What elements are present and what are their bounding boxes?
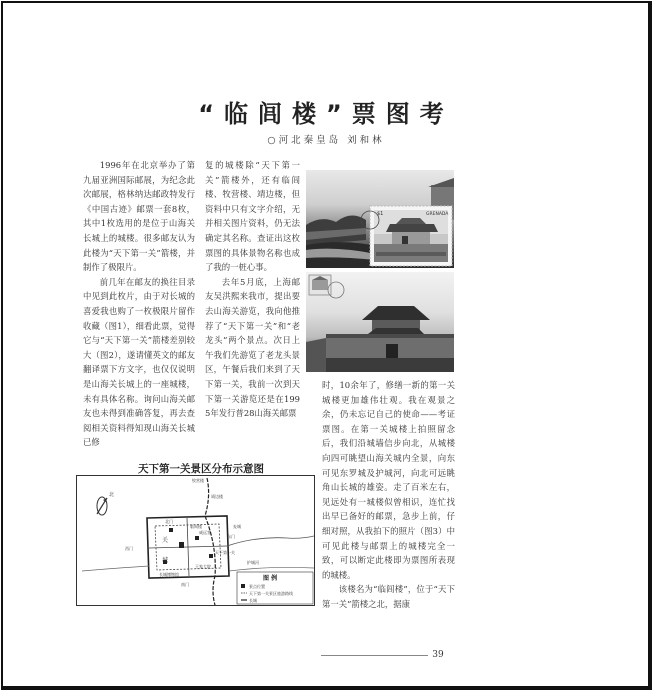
map-label: 威远堂 [199, 530, 211, 535]
map-label: 西门 [125, 546, 133, 551]
maximum-card-photo [306, 170, 454, 268]
paragraph: 该楼名为“临闾楼”，位于“天下第一关”箭楼之北，据康 [322, 584, 455, 609]
map-label: 东门 [227, 534, 235, 539]
inset-stamp [309, 275, 331, 295]
paragraph: 复的城楼除“天下第一关”箭楼外，还有临闾楼、牧营楼、靖边楼，但资料中只有文字介绍，无并相关图片资料，仍无法确定其名称。查证出这枚票图的具体景物名称也成了我的一桩心事。 [205, 160, 300, 273]
map-legend [237, 572, 313, 604]
text-column-1 [83, 158, 195, 450]
map-title: 天下第一关景区分布示意图 [138, 463, 264, 475]
legend-item: 天下第一关景区旅游路线 [249, 591, 293, 596]
paragraph: 前几年在邮友的换往目录中见到此枚片，由于对长城的喜爱我也购了一枚极限片留作收藏（图1），细看此票，觉得它与“天下第一关”箭楼差别较大（图2），遂请懂英文的邮友翻译票下方文字，也仅仅说明是山海关长城上的一座城楼，未有具体名称。询问山海关邮友也未得到准确答复，再去查阅相关资料得知现山海关长城已修 [83, 276, 195, 448]
paragraph: 1996年在北京举办了第九届亚洲国际邮展，为纪念此次邮展，格林纳达邮政特发行《中国古迹》邮票一套8枚，其中1枚选用的是位于山海关长城上的城楼。很多邮友认为此楼为“天下第一关”箭楼，并制作了极限片。 [83, 160, 195, 273]
map-label: 靖边楼 [211, 494, 223, 499]
north-arrow-icon [97, 491, 114, 515]
page-number: 39 [432, 650, 444, 660]
article-title: “临闾楼”票图考 [198, 100, 454, 128]
map-label: 牧营楼 [192, 478, 204, 483]
map-label: 瓮城 [233, 524, 241, 529]
stamp-country: GRENADA [426, 212, 449, 217]
map-label: 长城博物馆 [159, 572, 179, 577]
tower-photo [306, 272, 454, 372]
map-label: 护城河 [247, 560, 259, 565]
tower-scene [306, 272, 454, 372]
map-label: 王家大院 [195, 564, 211, 569]
text-column-3 [322, 378, 455, 612]
legend-item: 景点位置 [249, 584, 265, 589]
map-label: 南门 [181, 582, 189, 587]
legend-title: 图 例 [263, 575, 278, 582]
paragraph: 时，10余年了，修缮一新的第一关城楼更加雄伟壮观。我在观景之余，仍未忘记自己的使命——考证票图。在第一关城楼上拍照留念后，我们沿城墙信步向北，从城楼向四可眺望山海关城内全景，向东可见东罗城及护城河，向北可远眺角山长城的雄姿。走了百米左右，见远处有一城楼似曾相识，连忙找出早已备好的邮票，急步上前，仔细对照，从我拍下的照片（图3）中可见此楼与邮票上的城楼完全一致，可以断定此楼即为票图所表现的城楼。 [322, 380, 455, 580]
map-label: 北门 [165, 519, 173, 524]
maximum-card-scene [306, 170, 454, 268]
map-label: 关 [162, 537, 169, 544]
map-label: 临闾楼 [190, 524, 202, 529]
page-number-rule [321, 655, 428, 656]
stamp-value: $1 [377, 211, 384, 217]
stamp [370, 206, 452, 266]
north-label: 北 [109, 492, 115, 498]
map-label: 天下第一关 [215, 550, 235, 555]
text-column-2 [205, 158, 300, 421]
paragraph: 去年5月底，上海邮友吴洪熙来我市，提出要去山海关游览，我向他推荐了“天下第一关”和“老龙头”两个景点。次日上午我们先游览了老龙头景区，午餐后我们来到了天下第一关，我前一次到天下第一关游览还是在1995年发行普28山海关邮票 [205, 276, 300, 419]
article-byline: ○河北秦皇岛 刘和林 [267, 135, 385, 146]
legend-item: 长城 [249, 598, 257, 603]
map-drawing [77, 476, 314, 605]
scenic-area-map [76, 475, 315, 606]
map-label: 城 [162, 557, 169, 564]
